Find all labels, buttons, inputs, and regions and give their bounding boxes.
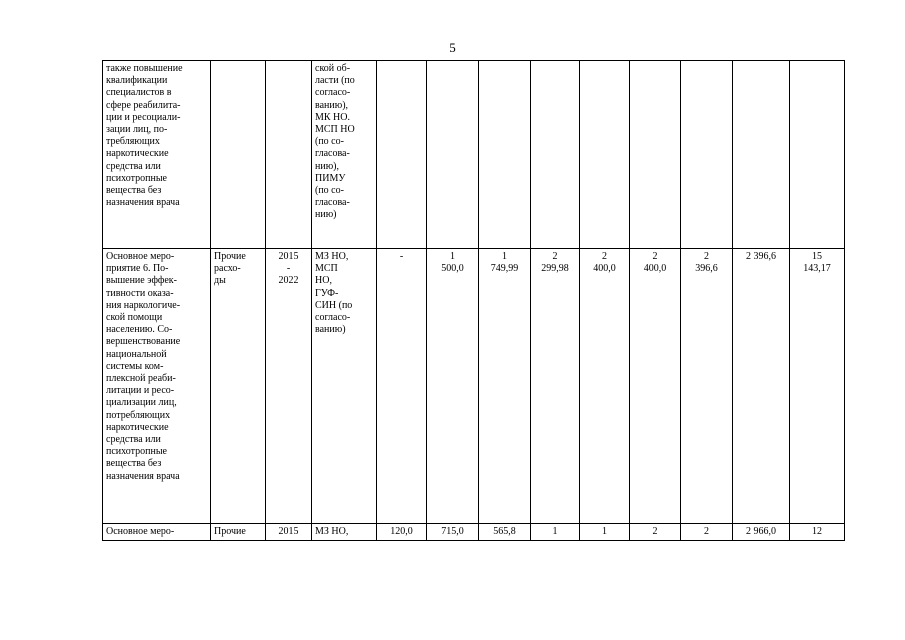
measure-name-cell: также повышение квалификации специалистов в сфере реабилита- ции и ресоциали- зации лиц, по- требляющих наркотические средства или психотропные вещества без назначения врача — [103, 61, 211, 249]
executor-cell: МЗ НО, — [312, 524, 377, 541]
table-row — [103, 61, 845, 249]
table-row — [103, 524, 845, 541]
value-cell-6: 2 400,0 — [630, 249, 681, 524]
value-cell-6: 2 — [630, 524, 681, 541]
measure-name-cell: Основное меро- — [103, 524, 211, 541]
page-number: 5 — [449, 40, 456, 55]
expense-type-cell: Прочие — [211, 524, 266, 541]
program-table — [102, 60, 845, 541]
table-row — [103, 249, 845, 524]
value-cell-4: 1 — [531, 524, 580, 541]
value-cell-3: 1 749,99 — [479, 249, 531, 524]
value-cell-6 — [630, 61, 681, 249]
value-cell-total — [790, 61, 845, 249]
value-cell-5: 1 — [580, 524, 630, 541]
executor-cell: ской об- ласти (по согласо- ванию), МК НО. МСП НО (по со- гласова- нию), ПИМУ (по со- гласова- нию) — [312, 61, 377, 249]
value-cell-8: 2 396,6 — [733, 249, 790, 524]
value-cell-1: - — [377, 249, 427, 524]
value-cell-3: 565,8 — [479, 524, 531, 541]
value-cell-7: 2 — [681, 524, 733, 541]
value-cell-3 — [479, 61, 531, 249]
executor-cell: МЗ НО, МСП НО, ГУФ- СИН (по согласо- ванию) — [312, 249, 377, 524]
value-cell-7 — [681, 61, 733, 249]
value-cell-5 — [580, 61, 630, 249]
value-cell-4: 2 299,98 — [531, 249, 580, 524]
value-cell-total: 12 — [790, 524, 845, 541]
value-cell-5: 2 400,0 — [580, 249, 630, 524]
value-cell-4 — [531, 61, 580, 249]
value-cell-8: 2 966,0 — [733, 524, 790, 541]
value-cell-total: 15 143,17 — [790, 249, 845, 524]
period-cell: 2015 - 2022 — [266, 249, 312, 524]
value-cell-1: 120,0 — [377, 524, 427, 541]
expense-type-cell: Прочие расхо- ды — [211, 249, 266, 524]
period-cell — [266, 61, 312, 249]
value-cell-2: 715,0 — [427, 524, 479, 541]
value-cell-2: 1 500,0 — [427, 249, 479, 524]
measure-name-cell: Основное меро- приятие 6. По- вышение эффек- тивности оказа- ния наркологиче- ской помощи населению. Со- вершенствование национальной системы ком- плексной реаби- литации и ресо- циализации лиц, потребляющих наркотические средства или психотропные вещества без назначения врача — [103, 249, 211, 524]
expense-type-cell — [211, 61, 266, 249]
value-cell-7: 2 396,6 — [681, 249, 733, 524]
value-cell-1 — [377, 61, 427, 249]
period-cell: 2015 — [266, 524, 312, 541]
value-cell-8 — [733, 61, 790, 249]
value-cell-2 — [427, 61, 479, 249]
